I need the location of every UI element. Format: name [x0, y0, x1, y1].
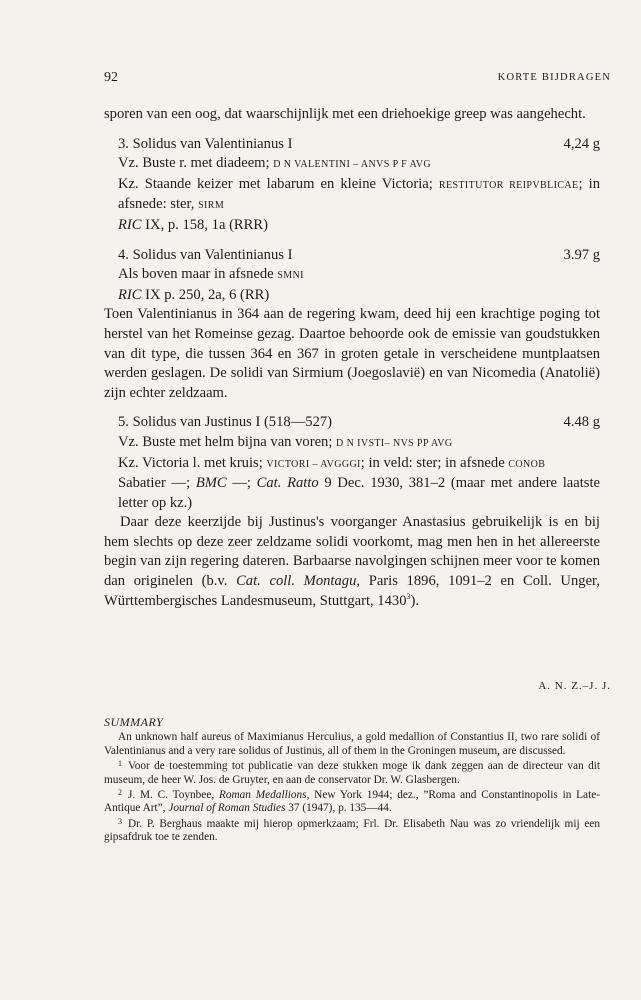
mint-mark: SMNI [277, 270, 304, 282]
summary-section [104, 716, 600, 845]
bmc-value: —; [226, 475, 257, 492]
coin-entry-heading [104, 135, 600, 155]
justinus-text: Daar deze keerzijde bij Justinus's voorganger Anastasius gebruikelijk is en bij hem slechts op deze zeer zeldzame solidi voorkomt, mag men hen in het allereerste begin van zijn regering dateren. Barbaarse navolgingen schijnen meer voor te komen dan originelen (b.v. [104, 514, 601, 590]
footnote-mark: 2 [118, 788, 122, 798]
reverse-description [104, 175, 600, 216]
footnote-3 [104, 818, 600, 845]
journal-title: Journal of Roman Studies [168, 802, 286, 815]
footnote-text-end: 37 (1947), p. 135—44. [285, 802, 392, 815]
footnote-1 [104, 760, 600, 787]
coin-entry-weight: 3.97 g [563, 246, 600, 263]
justinus-paragraph [104, 513, 600, 611]
footnote-text: J. M. C. Toynbee, [128, 789, 219, 802]
coin-entry-label: 3. Solidus van Valentinianus I [118, 135, 293, 152]
obverse-description [104, 154, 600, 175]
obverse-text: Vz. Buste r. met diadeem; [118, 155, 274, 172]
coin-entry-heading [104, 246, 600, 266]
footnote-2 [104, 789, 600, 816]
coin-entry-weight: 4,24 g [563, 135, 600, 152]
coin-description [104, 265, 600, 286]
catalogue-references [104, 474, 600, 513]
justinus-text-cont: , Paris 1896, 1091–2 en Coll. Unger, Württembergisches Landesmuseum, Stuttgart, 1430 [104, 573, 600, 609]
footnote-mark: 1 [118, 759, 122, 769]
running-header [104, 70, 611, 86]
reverse-text: Kz. Staande keizer met labarum en kleine Victoria; [118, 175, 439, 192]
mint-mark: CONOB [508, 458, 546, 470]
summary-heading: SUMMARY [104, 715, 164, 729]
coin-entry-heading [104, 413, 600, 433]
coin-description-text: Als boven maar in afsnede [118, 266, 278, 283]
ric-detail: IX p. 250, 2a, 6 (RR) [141, 286, 270, 303]
reverse-text: Kz. Victoria l. met kruis; [118, 454, 267, 471]
obverse-legend: D N IVSTI– NVS PP AVG [336, 437, 453, 449]
coin-entry-3 [104, 135, 600, 236]
main-text [104, 105, 600, 611]
footnote-text: Dr. P. Berghaus maakte mij hierop opmerkzaam; Frl. Dr. Elisabeth Nau was zo vriendelijk mij een gipsafdruk toe te zenden. [104, 817, 600, 844]
ric-detail: IX, p. 158, 1a (RRR) [141, 216, 268, 233]
reverse-text-exergue: ; in afsnede: ster, [118, 175, 600, 213]
coin-entry-4 [104, 246, 600, 404]
obverse-text: Vz. Buste met helm bijna van voren; [118, 433, 337, 450]
bmc-ref: BMC [195, 475, 227, 492]
reverse-text-field: ; in veld: ster; in afsnede [360, 454, 509, 471]
coin-entry-label: 5. Solidus van Justinus I (518—527) [118, 414, 333, 431]
footnote-mark: 3 [118, 816, 122, 826]
cat-ratto-detail: 9 Dec. 1930, 381–2 (maar met andere laatste letter op kz.) [118, 475, 600, 511]
ric-reference [104, 216, 600, 236]
justinus-text-end: ). [410, 592, 420, 609]
footnote-text-cont: , New York 1944; dez., ”Roma and Constantinopolis in Late-Antique Art”, [104, 789, 600, 815]
coin-entry-5 [104, 413, 600, 611]
running-title: KORTE BIJDRAGEN [497, 72, 611, 83]
coin-entry-weight: 4.48 g [563, 414, 600, 431]
author-signature: A. N. Z.–J. J. [538, 680, 611, 692]
valentinianus-paragraph: Toen Valentinianus in 364 aan de regering kwam, deed hij een krachtige poging tot herstel van het Romeinse gezag. Daartoe behoorde ook de emissie van goudstukken van dit type, die tussen 364 en 367 in groten getale in verscheidene muntplaatsen werden geslagen. De solidi van Sirmium (Joegoslavië) en van Nicomedia (Anatolië) zijn echter zeldzaam. [104, 306, 600, 401]
ric-reference [104, 286, 600, 306]
obverse-description [104, 433, 600, 454]
book-title: Roman Medallions [218, 789, 307, 802]
page-number: 92 [104, 70, 118, 85]
coin-entry-label: 4. Solidus van Valentinianus I [118, 246, 293, 263]
summary-text: An unknown half aureus of Maximianus Herculius, a gold medallion of Constantius II, two rare solidi of Valentinianus and a very rare solidus of Justinus, all of them in the Groningen museum, are discussed. [104, 731, 600, 757]
footnote-ref-3[interactable]: 3 [406, 591, 411, 601]
cat-ratto-ref: Cat. Ratto [256, 475, 319, 492]
mint-mark: SIRM [198, 200, 225, 212]
intro-paragraph: sporen van een oog, dat waarschijnlijk met een driehoekige greep was aangehecht. [104, 106, 586, 122]
cat-montagu-ref: Cat. coll. Montagu [236, 573, 357, 590]
footnote-text: Voor de toestemming tot publicatie van deze stukken moge ik dank zeggen aan de directeur van dit museum, de heer W. Jos. de Gruyter, en aan de conservator Dr. W. Glasbergen. [104, 760, 600, 786]
ric-abbr: RIC [118, 216, 142, 233]
reverse-legend: RESTITUTOR REIPVBLICAE [438, 179, 579, 191]
sabatier-ref: Sabatier —; [118, 475, 196, 492]
reverse-legend: VICTORI – AVGGGI [266, 458, 361, 470]
obverse-legend: D N VALENTINI – ANVS P F AVG [273, 159, 432, 171]
ric-abbr: RIC [118, 286, 142, 303]
reverse-description [104, 454, 600, 475]
